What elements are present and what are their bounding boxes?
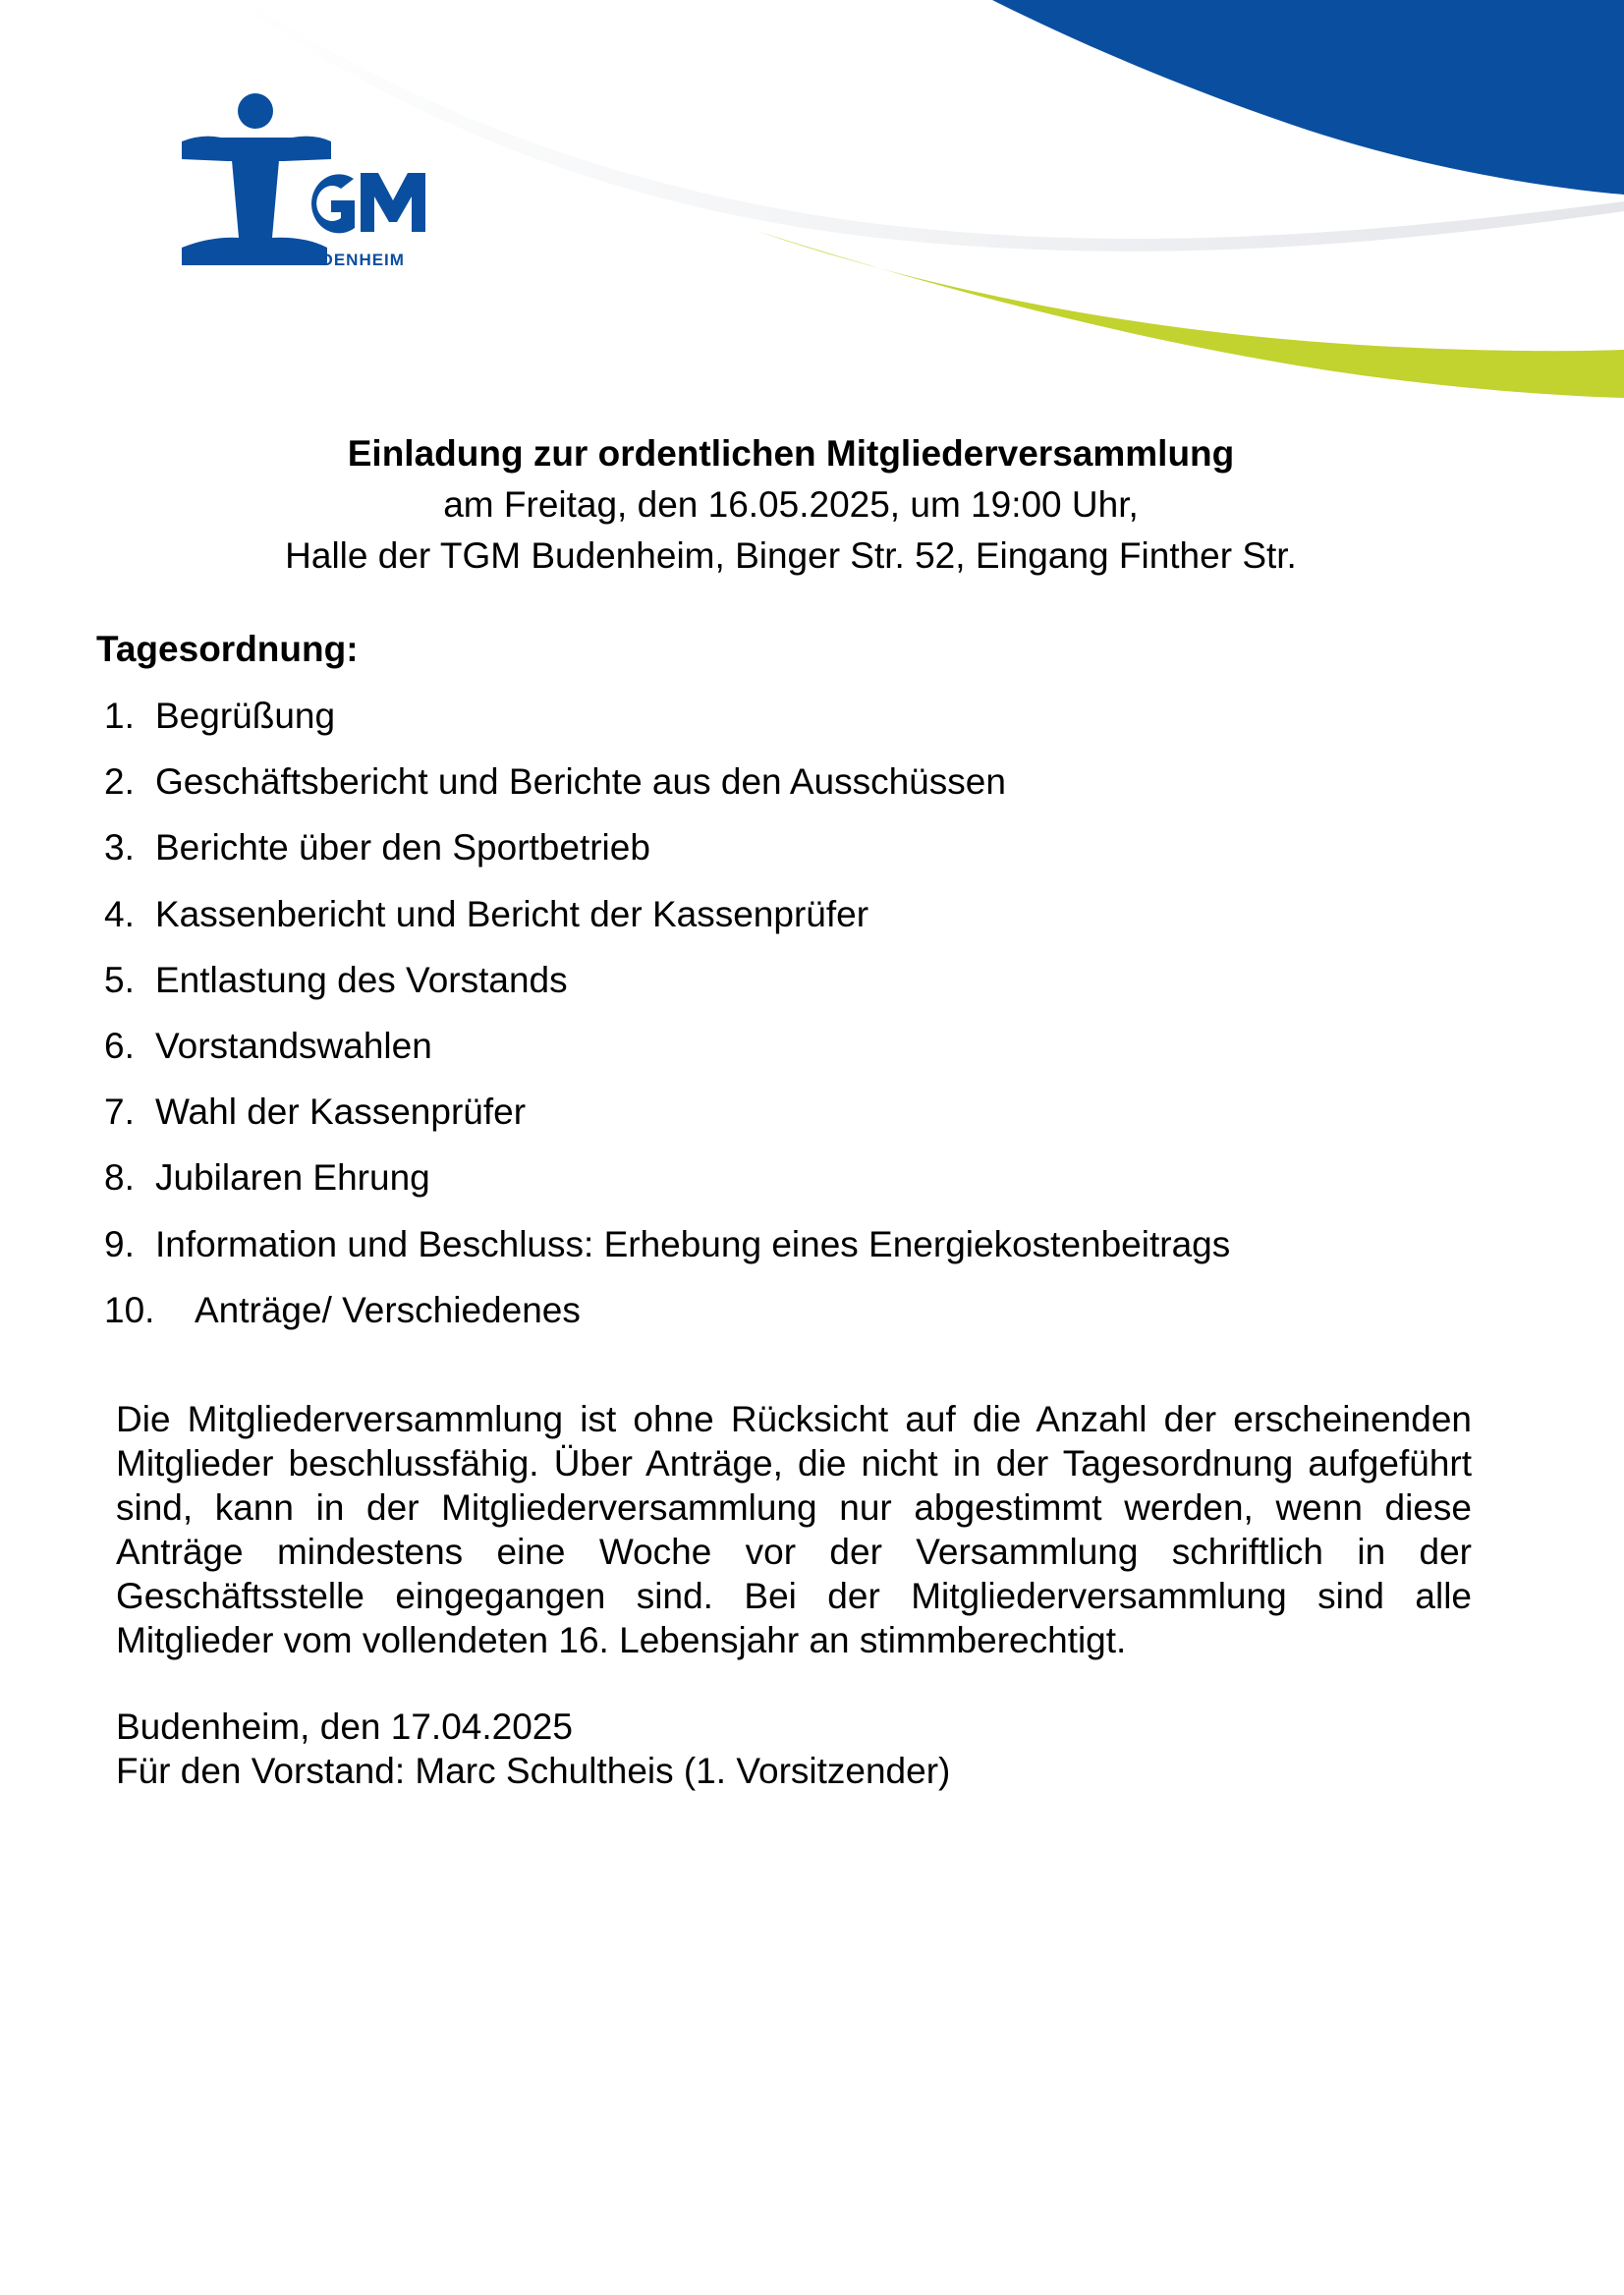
agenda-item-number: 7.	[104, 1092, 135, 1133]
agenda-item-text: Information und Beschluss: Erhebung eines Energiekostenbeitrags	[155, 1223, 1231, 1264]
agenda-item-text: Anträge/ Verschiedenes	[195, 1289, 581, 1330]
agenda-item-number: 2.	[104, 761, 135, 803]
agenda-item	[104, 1152, 1230, 1218]
agenda-item	[104, 955, 1230, 1021]
agenda-item	[104, 691, 1230, 756]
agenda-item-text: Berichte über den Sportbetrieb	[155, 827, 650, 868]
agenda-item	[104, 1021, 1230, 1087]
closing-block	[116, 1705, 950, 1793]
agenda-item-text: Begrüßung	[155, 696, 336, 736]
invitation-location: Halle der TGM Budenheim, Binger Str. 52, Eingang Finther Str.	[285, 535, 1297, 576]
tgm-logo	[182, 90, 442, 277]
agenda-item	[104, 1219, 1230, 1285]
agenda-item-text: Jubilaren Ehrung	[155, 1157, 430, 1199]
agenda-heading: Tagesordnung:	[96, 629, 359, 669]
invitation-date: am Freitag, den 16.05.2025, um 19:00 Uhr,	[443, 484, 1139, 525]
agenda-item-text: Entlastung des Vorstands	[155, 959, 568, 1000]
invitation-header	[0, 428, 1582, 582]
agenda-item-number: 9.	[104, 1223, 135, 1264]
place-date: Budenheim, den 17.04.2025	[116, 1707, 573, 1747]
agenda-item	[104, 1285, 1230, 1351]
agenda-item	[104, 822, 1230, 888]
agenda-item-number: 8.	[104, 1157, 135, 1199]
signature-line: Für den Vorstand: Marc Schultheis (1. Vorsitzender)	[116, 1751, 951, 1791]
logo-subtext: BUDENHEIM	[295, 251, 405, 269]
agenda-item-text: Vorstandswahlen	[155, 1025, 432, 1066]
agenda-item	[104, 889, 1230, 955]
agenda-item-number: 1.	[104, 696, 135, 736]
agenda-item	[104, 756, 1230, 822]
agenda-item-number: 5.	[104, 959, 135, 1000]
body-paragraph: Die Mitgliederversammlung ist ohne Rücksicht auf die Anzahl der erscheinenden Mitglieder beschlussfähig. Über Anträge, die nicht in der Tagesordnung aufgeführt sind, kann in der Mitgliederversammlung nur abgestimmt werden, wenn diese Anträge mindestens eine Woche vor der Versammlung schriftlich in der Geschäftsstelle eingegangen sind. Bei der Mitgliederversammlung sind alle Mitglieder vom vollendeten 16. Lebensjahr an stimmberechtigt.	[116, 1399, 1472, 1660]
agenda-item-text: Geschäftsbericht und Berichte aus den Ausschüssen	[155, 761, 1006, 803]
agenda-item-text: Kassenbericht und Bericht der Kassenprüfer	[155, 893, 869, 934]
agenda-item-number: 4.	[104, 893, 135, 934]
agenda-item-number: 6.	[104, 1025, 135, 1066]
agenda-item-number: 10.	[104, 1289, 155, 1330]
agenda-list	[104, 691, 1230, 1351]
agenda-item-number: 3.	[104, 827, 135, 868]
agenda-item-text: Wahl der Kassenprüfer	[155, 1092, 527, 1133]
invitation-title: Einladung zur ordentlichen Mitgliederversammlung	[347, 433, 1235, 474]
agenda-item	[104, 1087, 1230, 1152]
